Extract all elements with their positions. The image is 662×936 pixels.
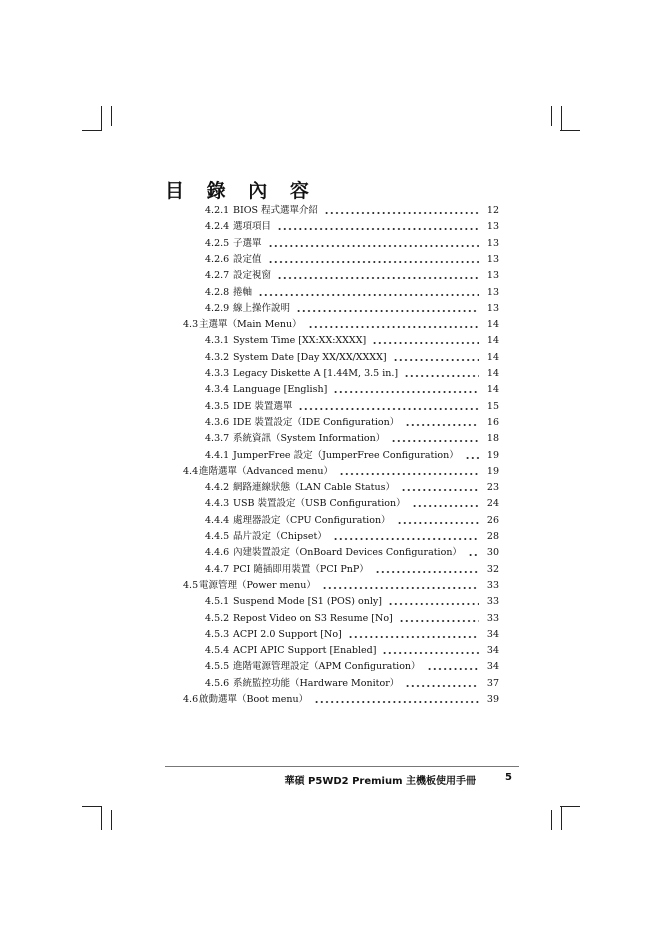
toc-entry-title: System Time [XX:XX:XXXX]: [233, 335, 367, 346]
toc-leader-dots: [324, 212, 479, 214]
toc-entry-title: 設定視窗: [233, 270, 272, 281]
toc-entry[interactable]: [0, 545, 662, 561]
toc-entry-number: 4.3.5: [205, 401, 230, 412]
toc-entry[interactable]: [0, 219, 662, 235]
toc-leader-dots: [372, 342, 479, 344]
toc-entry-number: 4.4.2: [205, 482, 230, 493]
crop-mark-bottom-right-h: [560, 806, 580, 807]
toc-entry-number: 4.3.6: [205, 417, 230, 428]
toc-entry-title: ACPI 2.0 Support [No]: [233, 629, 342, 640]
toc-entry[interactable]: [0, 333, 662, 349]
toc-entry-number: 4.2.9: [205, 303, 230, 314]
toc-entry-title: 選項項目: [233, 221, 272, 232]
toc-entry[interactable]: [0, 611, 662, 627]
toc-entry[interactable]: [0, 480, 662, 496]
crop-mark-bottom-right-v2: [561, 806, 562, 830]
toc-entry-title: 線上操作說明: [233, 303, 291, 314]
crop-mark-bottom-left-h: [82, 806, 102, 807]
toc-leader-dots: [405, 424, 479, 426]
toc-entry-title: 子選單: [233, 238, 262, 249]
toc-entry-page: 13: [486, 287, 499, 298]
toc-entry-number: 4.2.5: [205, 238, 230, 249]
toc-entry[interactable]: [0, 382, 662, 398]
toc-entry-number: 4.5.2: [205, 613, 230, 624]
toc-entry-page: 24: [486, 498, 499, 509]
toc-entry-page: 12: [486, 205, 499, 216]
toc-leader-dots: [391, 440, 479, 442]
toc-entry-title: Legacy Diskette A [1.44M, 3.5 in.]: [233, 368, 399, 379]
toc-entry-page: 23: [486, 482, 499, 493]
toc-entry-page: 13: [486, 221, 499, 232]
toc-title: 目 錄 內 容: [165, 180, 317, 202]
toc-entry-page: 19: [486, 466, 499, 477]
toc-entry[interactable]: [0, 236, 662, 252]
toc-entry[interactable]: [0, 692, 662, 708]
toc-entry[interactable]: [0, 399, 662, 415]
toc-leader-dots: [427, 668, 479, 670]
toc-entry-title: IDE 裝置選單: [233, 401, 293, 412]
toc-entry-page: 33: [486, 613, 499, 624]
toc-entry-title: 進階電源管理設定（APM Configuration）: [233, 661, 421, 672]
toc-entry-title: ACPI APIC Support [Enabled]: [233, 645, 377, 656]
toc-entry[interactable]: [0, 285, 662, 301]
toc-entry-title: 晶片設定（Chipset）: [233, 531, 327, 542]
toc-entry-title: 電源管理（Power menu）: [199, 580, 316, 591]
toc-entry-page: 39: [486, 694, 499, 705]
toc-entry-title: 進階選單（Advanced menu）: [199, 466, 334, 477]
crop-mark-top-left-h: [82, 130, 102, 131]
crop-mark-bottom-left-v: [111, 810, 112, 830]
toc-leader-dots: [404, 375, 479, 377]
toc-entry[interactable]: [0, 529, 662, 545]
toc-entry[interactable]: [0, 448, 662, 464]
toc-entry-number: 4.5.1: [205, 596, 230, 607]
toc-entry[interactable]: [0, 317, 662, 333]
toc-entry-number: 4.3.4: [205, 384, 230, 395]
toc-leader-dots: [382, 652, 479, 654]
toc-entry-page: 14: [486, 384, 499, 395]
toc-leader-dots: [296, 310, 479, 312]
toc-entry-title: 系統資訊（System Information）: [233, 433, 386, 444]
toc-entry-number: 4.5: [183, 580, 199, 591]
toc-entry-number: 4.4.7: [205, 564, 230, 575]
toc-leader-dots: [268, 245, 479, 247]
toc-entry-number: 4.6: [183, 694, 199, 705]
crop-mark-bottom-right-v: [551, 810, 552, 830]
toc-entry-title: 主選單（Main Menu）: [199, 319, 302, 330]
toc-entry[interactable]: [0, 252, 662, 268]
toc-entry-number: 4.5.3: [205, 629, 230, 640]
toc-entry-title: 系統監控功能（Hardware Monitor）: [233, 678, 400, 689]
toc-entry[interactable]: [0, 268, 662, 284]
toc-entry[interactable]: [0, 659, 662, 675]
toc-entry-number: 4.2.1: [205, 205, 230, 216]
toc-entry-page: 34: [486, 645, 499, 656]
footer-divider: [165, 766, 519, 767]
toc-entry-page: 13: [486, 303, 499, 314]
toc-leader-dots: [412, 505, 479, 507]
toc-entry-title: Suspend Mode [S1 (POS) only]: [233, 596, 382, 607]
toc-entry-number: 4.2.4: [205, 221, 230, 232]
toc-entry-number: 4.3.1: [205, 335, 230, 346]
toc-entry[interactable]: [0, 431, 662, 447]
toc-leader-dots: [298, 408, 479, 410]
toc-entry-title: 內建裝置設定（OnBoard Devices Configuration）: [233, 547, 462, 558]
crop-mark-top-right-v2: [561, 106, 562, 130]
toc-entry-title: PCI 隨插即用裝置（PCI PnP）: [233, 564, 369, 575]
toc-entry-page: 37: [486, 678, 499, 689]
toc-leader-dots: [468, 554, 479, 556]
toc-leader-dots: [339, 473, 479, 475]
toc-leader-dots: [314, 701, 479, 703]
toc-leader-dots: [388, 603, 479, 605]
toc-entry[interactable]: [0, 594, 662, 610]
toc-leader-dots: [348, 636, 479, 638]
toc-entry-number: 4.4.6: [205, 547, 230, 558]
toc-leader-dots: [465, 457, 479, 459]
toc-entry[interactable]: [0, 203, 662, 219]
toc-leader-dots: [393, 359, 479, 361]
toc-entry-page: 14: [486, 319, 499, 330]
toc-entry-page: 19: [486, 450, 499, 461]
toc-entry-number: 4.3.7: [205, 433, 230, 444]
toc-entry-page: 26: [486, 515, 499, 526]
toc-entry-page: 28: [486, 531, 499, 542]
toc-entry[interactable]: [0, 562, 662, 578]
toc-entry-number: 4.3.3: [205, 368, 230, 379]
toc-entry-page: 13: [486, 270, 499, 281]
crop-mark-top-right-v: [551, 106, 552, 126]
crop-mark-bottom-left-v2: [101, 806, 102, 830]
toc-entry-title: BIOS 程式選單介紹: [233, 205, 319, 216]
toc-entry[interactable]: [0, 676, 662, 692]
toc-entry[interactable]: [0, 301, 662, 317]
toc-entry-number: 4.3: [183, 319, 199, 330]
toc-entry[interactable]: [0, 366, 662, 382]
toc-entry-page: 13: [486, 254, 499, 265]
toc-entry-number: 4.2.8: [205, 287, 230, 298]
toc-entry-page: 16: [486, 417, 499, 428]
toc-entry-number: 4.5.5: [205, 661, 230, 672]
toc-entry-title: System Date [Day XX/XX/XXXX]: [233, 352, 387, 363]
footer-manual-title: 華碩 P5WD2 Premium 主機板使用手冊: [284, 776, 476, 787]
toc-leader-dots: [399, 620, 479, 622]
toc-entry-page: 34: [486, 661, 499, 672]
toc-entry-number: 4.3.2: [205, 352, 230, 363]
toc-entry[interactable]: [0, 627, 662, 643]
toc-entry-page: 33: [486, 580, 499, 591]
toc-entry-page: 14: [486, 352, 499, 363]
toc-entry[interactable]: [0, 464, 662, 480]
toc-entry-title: JumperFree 設定（JumperFree Configuration）: [233, 450, 459, 461]
toc-leader-dots: [277, 277, 479, 279]
toc-entry[interactable]: [0, 415, 662, 431]
toc-entry-number: 4.2.7: [205, 270, 230, 281]
footer-page-number: 5: [505, 772, 512, 783]
toc-leader-dots: [268, 261, 479, 263]
toc-entry-title: Repost Video on S3 Resume [No]: [233, 613, 393, 624]
toc-leader-dots: [401, 489, 479, 491]
toc-entry-number: 4.4.4: [205, 515, 230, 526]
toc-leader-dots: [333, 538, 479, 540]
toc-entry-page: 15: [486, 401, 499, 412]
toc-entry-title: 設定值: [233, 254, 262, 265]
toc-entry-title: 處理器設定（CPU Configuration）: [233, 515, 391, 526]
toc-entry-title: 捲軸: [233, 287, 253, 298]
crop-mark-top-left-v: [111, 106, 112, 126]
toc-entry-page: 34: [486, 629, 499, 640]
toc-leader-dots: [308, 326, 479, 328]
toc-entry[interactable]: [0, 643, 662, 659]
toc-entry-page: 32: [486, 564, 499, 575]
toc-entry-number: 4.2.6: [205, 254, 230, 265]
toc-entry-page: 13: [486, 238, 499, 249]
toc-leader-dots: [322, 587, 479, 589]
toc-entry-page: 30: [486, 547, 499, 558]
toc-entry-title: 啟動選單（Boot menu）: [199, 694, 309, 705]
toc-entry[interactable]: [0, 578, 662, 594]
toc-leader-dots: [258, 294, 479, 296]
toc-entry-page: 33: [486, 596, 499, 607]
toc-entry[interactable]: [0, 513, 662, 529]
toc-entry-page: 18: [486, 433, 499, 444]
toc-entry-title: IDE 裝置設定（IDE Configuration）: [233, 417, 400, 428]
crop-mark-top-left-v2: [101, 106, 102, 130]
toc-entry-title: Language [English]: [233, 384, 328, 395]
toc-entry-title: USB 裝置設定（USB Configuration）: [233, 498, 406, 509]
toc-entry-title: 網路連線狀態（LAN Cable Status）: [233, 482, 395, 493]
toc-entry-number: 4.4.5: [205, 531, 230, 542]
toc-leader-dots: [397, 522, 479, 524]
toc-leader-dots: [405, 685, 479, 687]
toc-entry-number: 4.4.1: [205, 450, 230, 461]
toc-entry-number: 4.4.3: [205, 498, 230, 509]
toc-entry-page: 14: [486, 335, 499, 346]
toc-leader-dots: [277, 228, 479, 230]
toc-leader-dots: [333, 391, 479, 393]
toc-entry-number: 4.4: [183, 466, 199, 477]
crop-mark-top-right-h: [560, 130, 580, 131]
toc-entry-page: 14: [486, 368, 499, 379]
toc-entry-number: 4.5.4: [205, 645, 230, 656]
toc-entry[interactable]: [0, 496, 662, 512]
toc-entry[interactable]: [0, 350, 662, 366]
toc-leader-dots: [375, 571, 479, 573]
toc-entry-number: 4.5.6: [205, 678, 230, 689]
